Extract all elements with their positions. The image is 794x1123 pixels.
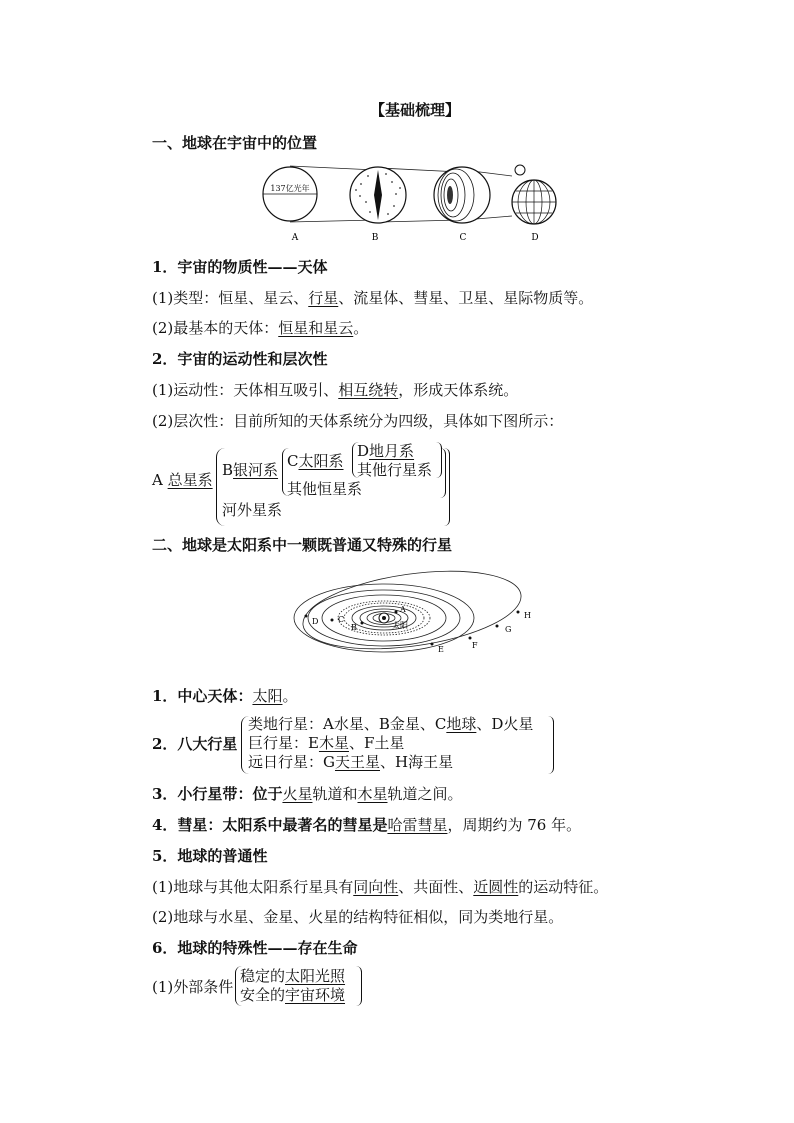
hierarchy-a — [152, 470, 213, 490]
orbit-label-b: B — [351, 623, 357, 632]
hierarchy-b — [222, 460, 278, 480]
text-segment: ，周期约为 76 年。 — [447, 816, 582, 834]
answer-underlined: 哈雷彗星 — [387, 816, 448, 834]
item-title: 4．彗星：太阳系中最著名的彗星是 — [152, 816, 388, 834]
text-segment: (1)运动性：天体相互吸引、 — [152, 381, 339, 399]
answer-underlined: 地月系 — [369, 442, 415, 460]
text-segment: (1)类型：恒星、星云、 — [152, 289, 309, 307]
orbit-label-e: E — [438, 645, 444, 654]
text-segment: 的运动特征。 — [518, 878, 609, 896]
hierarchy-other-planets: 其他行星系 — [357, 461, 433, 479]
text-line — [152, 784, 463, 804]
answer-underlined: 木星 — [318, 734, 349, 752]
orbit-label-g: G — [505, 625, 512, 634]
item-title: 2．宇宙的运动性和层次性 — [152, 350, 328, 368]
section2-heading: 二、地球是太阳系中一颗既普通又特殊的行星 — [152, 536, 453, 554]
orbit-label-h: H — [524, 611, 531, 620]
text-segment: B — [222, 461, 234, 479]
text-segment: 稳定的 — [240, 967, 286, 985]
answer-underlined: 太阳系 — [298, 452, 344, 470]
text-line — [152, 877, 608, 897]
text-line: (2)地球与水星、金星、火星的结构特征相似，同为类地行星。 — [152, 908, 564, 926]
brace — [548, 716, 554, 774]
text-segment: (1)地球与其他太阳系行星具有 — [152, 878, 354, 896]
text-segment: ，形成天体系统。 — [398, 381, 519, 399]
text-segment: 、共面性、 — [398, 878, 474, 896]
text-segment: 。 — [282, 687, 298, 705]
answer-underlined: 木星 — [357, 785, 388, 803]
item-title: 6．地球的特殊性——存在生命 — [152, 939, 358, 957]
orbit-label-d: D — [312, 617, 319, 626]
planets-row-outer — [248, 752, 453, 772]
planets-row-giant — [248, 733, 404, 753]
orbit-label-a: A — [400, 605, 406, 614]
text-segment: 轨道和 — [312, 785, 358, 803]
text-segment: 类地行星：A水星、B金星、C — [248, 715, 447, 733]
text-segment: 安全的 — [240, 986, 286, 1004]
condition-row-environment — [240, 985, 345, 1005]
text-segment: (2)最基本的天体： — [152, 319, 279, 337]
text-segment: 巨行星：E — [248, 734, 319, 752]
text-line — [152, 288, 593, 308]
cosmic-scale-figure — [260, 162, 570, 244]
answer-underlined: 天王星 — [334, 753, 380, 771]
orbit-label-f: F — [472, 641, 478, 650]
answer-underlined: 太阳光照 — [285, 967, 346, 985]
figure-label-c: C — [459, 233, 467, 243]
answer-underlined: 银河系 — [233, 461, 279, 479]
item-title: 2．八大行星 — [152, 735, 238, 753]
brace — [356, 966, 362, 1006]
text-segment: 、D火星 — [476, 715, 534, 733]
planets-row-terrestrial — [248, 714, 533, 734]
text-segment: A — [152, 471, 168, 489]
answer-underlined: 太阳 — [252, 687, 283, 705]
answer-underlined: 火星 — [282, 785, 313, 803]
text-segment: 轨道之间。 — [387, 785, 463, 803]
condition-row-sunlight — [240, 966, 345, 986]
item-title: 1．宇宙的物质性——天体 — [152, 258, 328, 276]
text-line — [152, 686, 297, 706]
item-title: 3．小行星带：位于 — [152, 785, 283, 803]
hierarchy-other-stars: 其他恒星系 — [287, 480, 363, 498]
hierarchy-outer-galaxies: 河外星系 — [222, 501, 283, 519]
brace — [444, 448, 450, 526]
text-segment: C — [287, 452, 299, 470]
answer-underlined: 行星 — [308, 289, 339, 307]
answer-underlined: 近圆性 — [473, 878, 519, 896]
item-title: 5．地球的普通性 — [152, 847, 268, 865]
section-header: 【基础梳理】 — [370, 101, 461, 119]
solar-sphere — [434, 167, 490, 223]
figure-label-a: A — [291, 233, 299, 243]
text-segment: 、F土星 — [348, 734, 405, 752]
figure-label-b: B — [371, 233, 379, 243]
answer-underlined: 总星系 — [167, 471, 213, 489]
answer-underlined: 地球 — [446, 715, 477, 733]
hierarchy-d — [357, 441, 414, 461]
text-line — [152, 815, 581, 835]
text-line: (2)层次性：目前所知的天体系统分为四级，具体如下图所示： — [152, 412, 564, 430]
figure-label-d: D — [531, 233, 539, 243]
sun-label: 太阳 — [392, 621, 408, 630]
text-segment: 、H海王星 — [380, 753, 454, 771]
answer-underlined: 同向性 — [353, 878, 399, 896]
item-title: 1．中心天体： — [152, 687, 253, 705]
text-line — [152, 318, 368, 338]
hierarchy-c — [287, 451, 344, 471]
text-line — [152, 380, 518, 400]
text-segment: 。 — [353, 319, 369, 337]
answer-underlined: 相互绕转 — [338, 381, 399, 399]
answer-underlined: 宇宙环境 — [285, 986, 346, 1004]
answer-underlined: 恒星和星云 — [278, 319, 354, 337]
scale-label: 137亿光年 — [270, 184, 310, 193]
orbit-label-c: C — [338, 615, 345, 624]
text-segment: 远日行星：G — [248, 753, 335, 771]
conditions-label: (1)外部条件 — [152, 978, 234, 996]
section1-heading: 一、地球在宇宙中的位置 — [152, 134, 318, 152]
text-segment: 、流星体、彗星、卫星、星际物质等。 — [338, 289, 594, 307]
text-segment: D — [357, 442, 370, 460]
solar-system-figure — [292, 568, 540, 674]
